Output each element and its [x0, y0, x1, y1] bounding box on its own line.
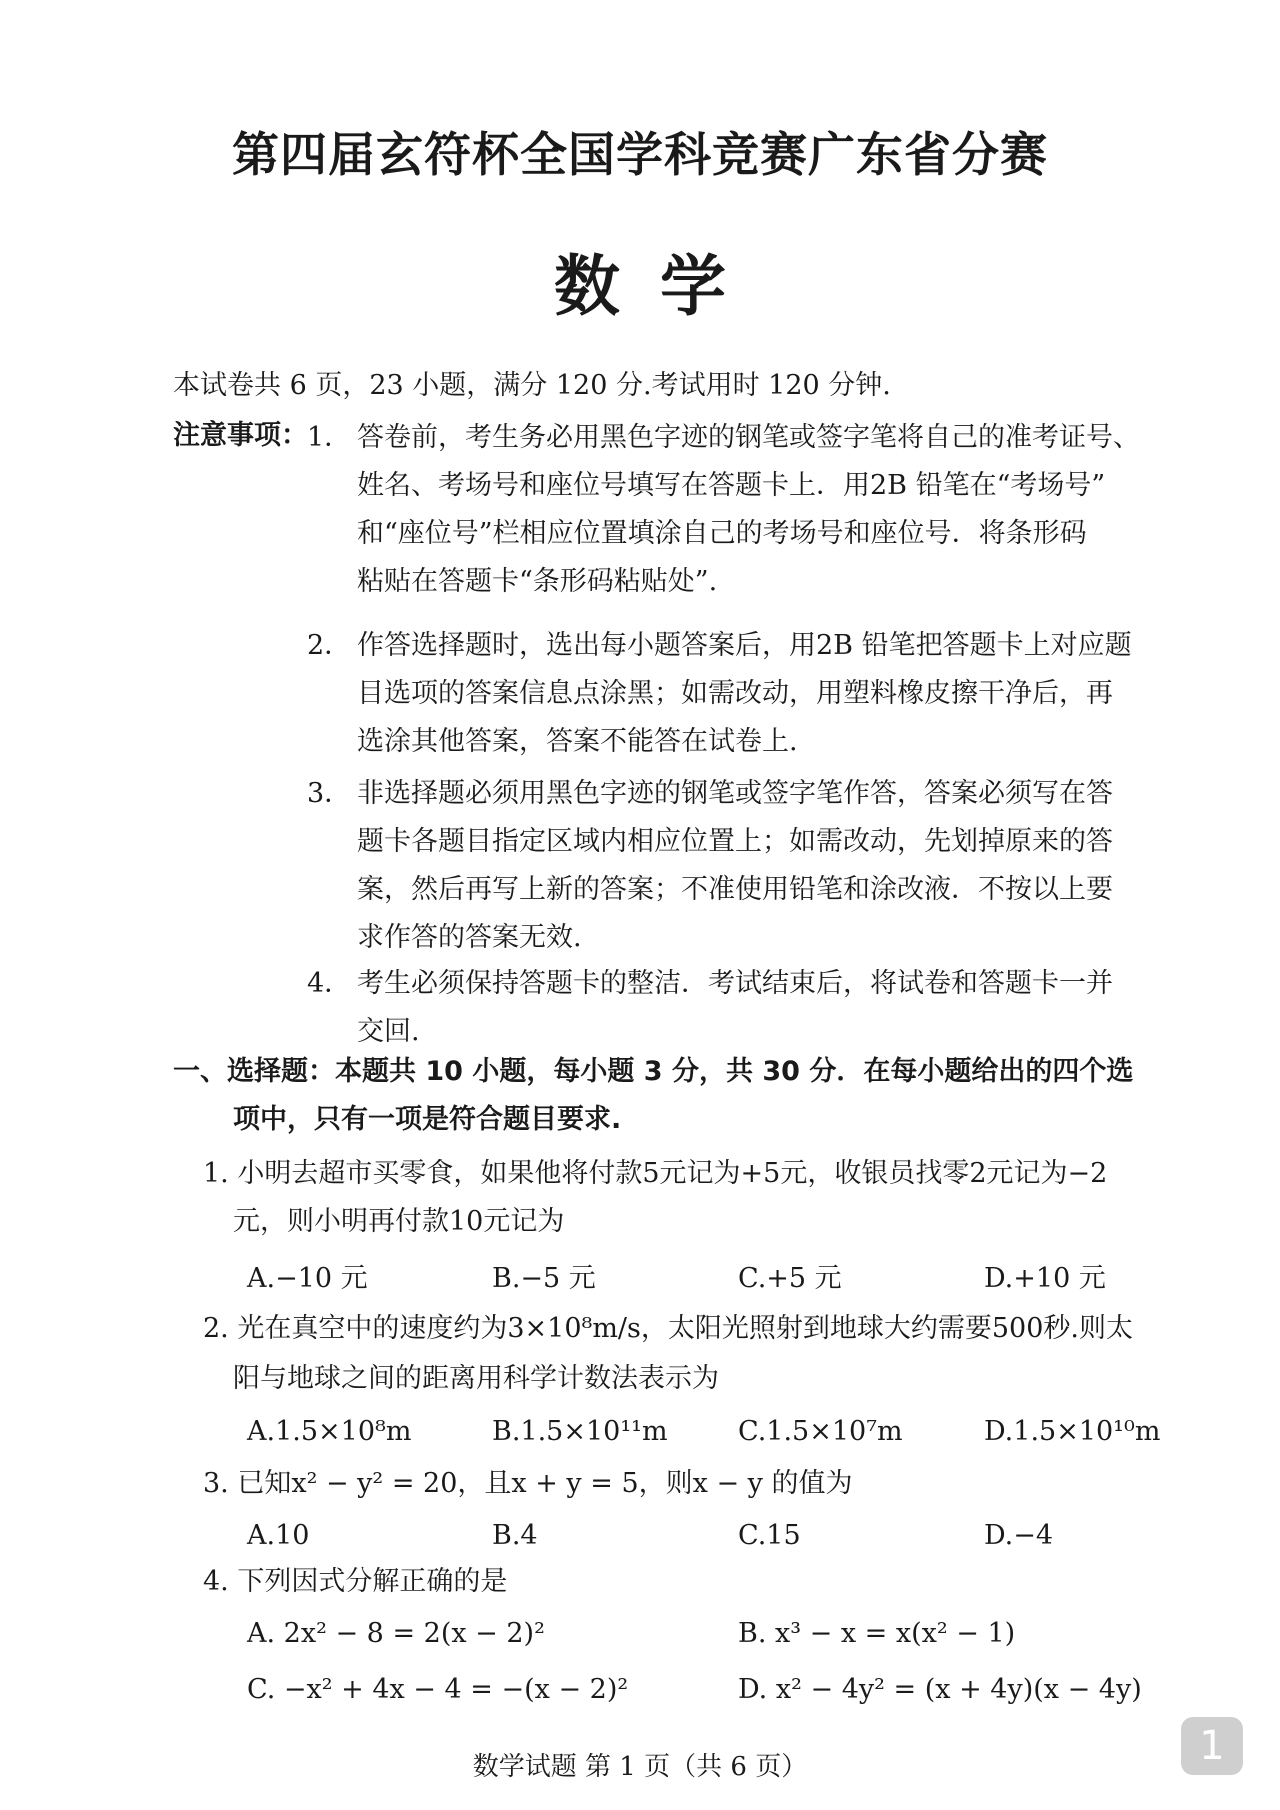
option-b: B. x³ − x = x(x² − 1): [738, 1618, 1016, 1649]
notice-line: 求作答的答案无效.: [357, 922, 582, 953]
section-heading: 一、选择题：本题共 10 小题，每小题 3 分，共 30 分．在每小题给出的四个选: [173, 1056, 1134, 1087]
section-heading: 项中，只有一项是符合题目要求.: [233, 1104, 622, 1135]
page-footer: 数学试题 第 1 页（共 6 页）: [472, 1752, 808, 1782]
notice-line: 姓名、考场号和座位号填写在答题卡上．用2B 铅笔在“考场号”: [357, 470, 1106, 501]
option-d: D.+10 元: [984, 1263, 1106, 1294]
subject-title: 数学: [554, 248, 766, 325]
notice-line: 粘贴在答题卡“条形码粘贴处”.: [357, 566, 718, 597]
option-a: A.1.5×10⁸m: [247, 1416, 412, 1447]
option-c: C.15: [738, 1520, 801, 1551]
question-text: 2. 光在真空中的速度约为3×10⁸m/s，太阳光照射到地球大约需要500秒.则太: [203, 1313, 1133, 1344]
notice-line: 考生必须保持答题卡的整洁．考试结束后，将试卷和答题卡一并: [357, 968, 1113, 999]
question-text: 阳与地球之间的距离用科学计数法表示为: [233, 1363, 719, 1394]
option-b: B.−5 元: [492, 1263, 596, 1294]
exam-title: 第四届玄符杯全国学科竞赛广东省分赛: [232, 128, 1048, 183]
notice-line: 交回.: [357, 1016, 420, 1047]
notice-item-number: 3．: [307, 778, 352, 809]
notice-line: 答卷前，考生务必用黑色字迹的钢笔或签字笔将自己的准考证号、: [357, 422, 1140, 453]
option-a: A.−10 元: [247, 1263, 368, 1294]
notice-item-number: 2．: [307, 630, 352, 661]
question-text: 4. 下列因式分解正确的是: [203, 1566, 508, 1597]
option-c: C. −x² + 4x − 4 = −(x − 2)²: [247, 1674, 629, 1705]
notice-line: 目选项的答案信息点涂黑；如需改动，用塑料橡皮擦干净后，再: [357, 678, 1113, 709]
notice-line: 作答选择题时，选出每小题答案后，用2B 铅笔把答题卡上对应题: [357, 630, 1132, 661]
notice-label: 注意事项：: [173, 420, 308, 451]
notice-line: 案，然后再写上新的答案；不准使用铅笔和涂改液．不按以上要: [357, 874, 1113, 905]
option-c: C.+5 元: [738, 1263, 842, 1294]
option-a: A.10: [247, 1520, 310, 1551]
exam-intro: 本试卷共 6 页，23 小题，满分 120 分.考试用时 120 分钟.: [173, 370, 891, 401]
notice-item-number: 1．: [307, 422, 352, 453]
question-text: 元，则小明再付款10元记为: [233, 1206, 565, 1237]
notice-line: 和“座位号”栏相应位置填涂自己的考场号和座位号．将条形码: [357, 518, 1087, 549]
option-d: D.−4: [984, 1520, 1054, 1551]
option-c: C.1.5×10⁷m: [738, 1416, 903, 1447]
option-d: D. x² − 4y² = (x + 4y)(x − 4y): [738, 1674, 1142, 1705]
option-b: B.4: [492, 1520, 538, 1551]
option-a: A. 2x² − 8 = 2(x − 2)²: [247, 1618, 545, 1649]
question-text: 1. 小明去超市买零食，如果他将付款5元记为+5元，收银员找零2元记为−2: [203, 1158, 1108, 1189]
notice-line: 非选择题必须用黑色字迹的钢笔或签字笔作答，答案必须写在答: [357, 778, 1113, 809]
option-d: D.1.5×10¹⁰m: [984, 1416, 1161, 1447]
notice-item-number: 4．: [307, 968, 352, 999]
page-number-badge: 1: [1181, 1717, 1243, 1775]
question-text: 3. 已知x² − y² = 20，且x + y = 5，则x − y 的值为: [203, 1468, 853, 1499]
notice-line: 题卡各题目指定区域内相应位置上；如需改动，先划掉原来的答: [357, 826, 1113, 857]
option-b: B.1.5×10¹¹m: [492, 1416, 668, 1447]
notice-line: 选涂其他答案，答案不能答在试卷上.: [357, 726, 798, 757]
